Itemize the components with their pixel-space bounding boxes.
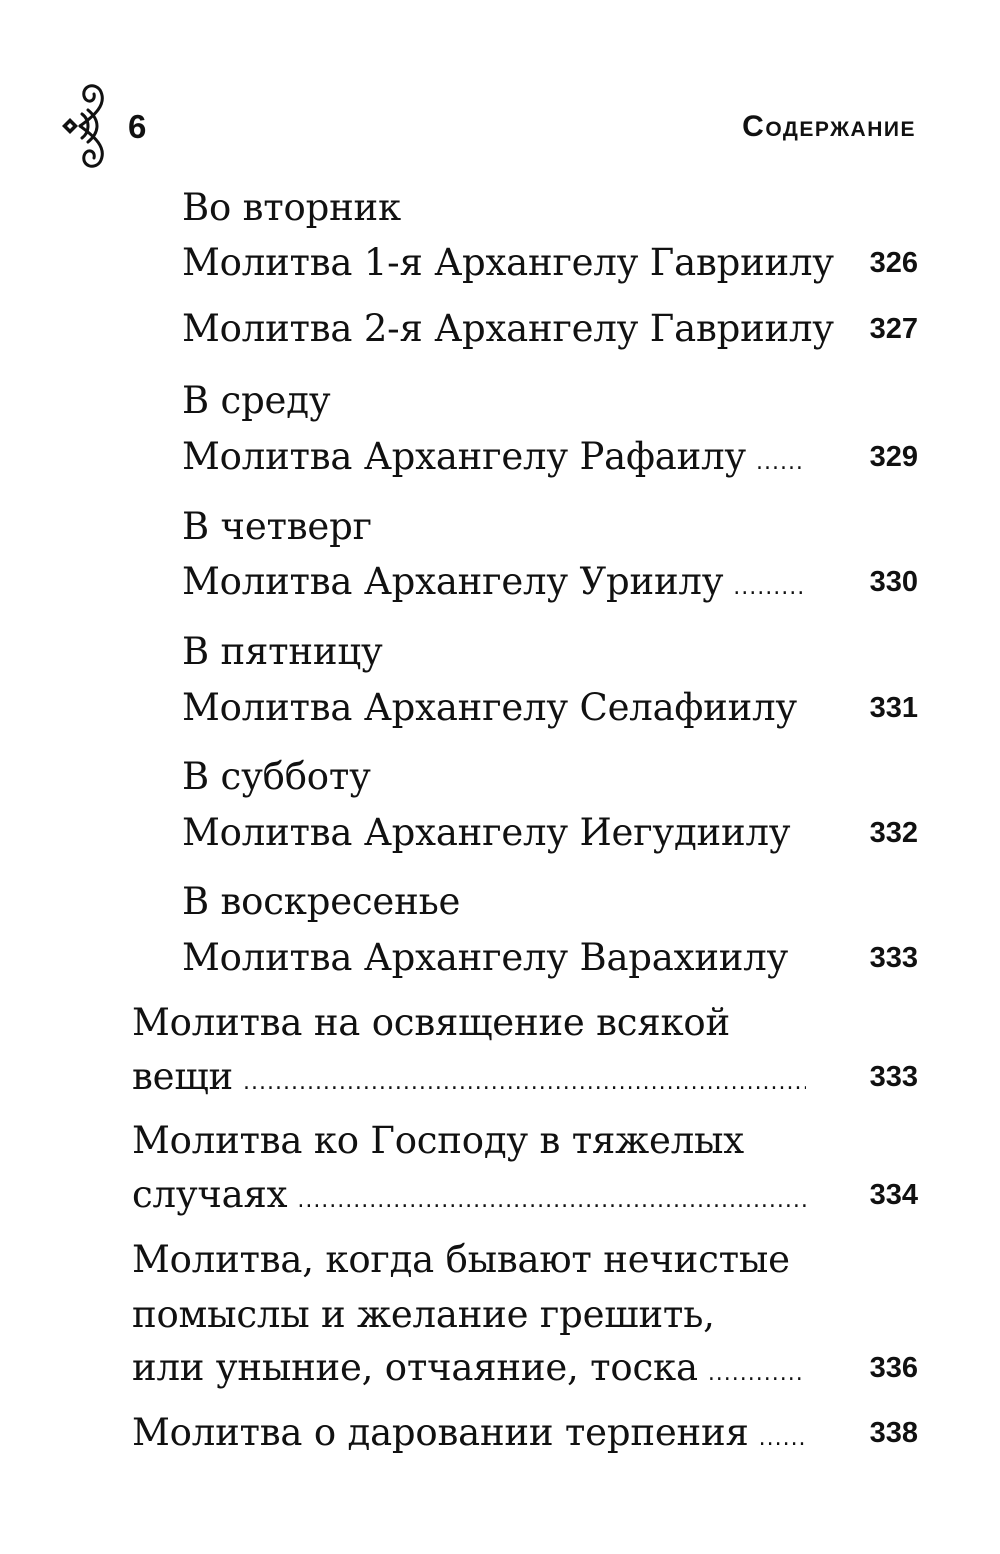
dot-leader bbox=[297, 1176, 806, 1226]
dot-leader bbox=[733, 563, 806, 613]
toc-page-number: 329 bbox=[869, 441, 918, 473]
toc-entry-title: Молитва 1-я Архангелу Гавриилу bbox=[182, 241, 834, 284]
page-number: 6 bbox=[128, 108, 147, 145]
toc-day-heading: В воскресенье bbox=[182, 880, 461, 923]
toc-entry-title: Молитва о даровании терпения bbox=[132, 1411, 749, 1454]
toc-day-heading: В четверг bbox=[182, 505, 372, 548]
toc-day-heading: В пятницу bbox=[182, 630, 383, 673]
toc-entry-title-continued: или уныние, отчаяние, тоска bbox=[132, 1346, 698, 1389]
toc-day-heading: В среду bbox=[182, 379, 331, 422]
toc-page-number: 333 bbox=[869, 1061, 918, 1093]
toc-entry bbox=[182, 432, 806, 482]
dot-leader bbox=[708, 1349, 806, 1399]
running-head: Содержание bbox=[742, 110, 916, 143]
dot-leader bbox=[243, 1058, 806, 1108]
toc-page-number: 336 bbox=[869, 1352, 918, 1384]
toc-day-heading: Во вторник bbox=[182, 186, 401, 229]
toc-page-number: 330 bbox=[869, 566, 918, 598]
dot-leader bbox=[759, 1414, 806, 1464]
toc-entry bbox=[132, 1170, 806, 1220]
toc-entry bbox=[132, 1408, 806, 1458]
toc-page-number: 333 bbox=[869, 942, 918, 974]
toc-entry bbox=[132, 1343, 806, 1393]
toc-entry-title: Молитва Архангелу Рафаилу bbox=[182, 435, 746, 478]
toc-entry bbox=[132, 1052, 806, 1102]
toc-entry bbox=[182, 557, 806, 607]
toc-day-heading: В субботу bbox=[182, 755, 371, 798]
toc-page-number: 332 bbox=[869, 817, 918, 849]
toc-entry-title: Молитва Архангелу Уриилу bbox=[182, 560, 724, 603]
toc-entry-title-continued: вещи bbox=[132, 1055, 233, 1098]
toc-entry-title: Молитва 2-я Архангелу Гавриилу bbox=[182, 307, 834, 350]
toc-entry-title-continued: случаях bbox=[132, 1173, 288, 1216]
toc-entry-title: Молитва, когда бывают нечистые bbox=[132, 1238, 790, 1281]
toc-page-number: 338 bbox=[869, 1417, 918, 1449]
toc-page-number: 331 bbox=[869, 692, 918, 724]
toc-page-number: 334 bbox=[869, 1179, 918, 1211]
toc-entry-title: Молитва Архангелу Иегудиилу bbox=[182, 811, 791, 854]
dot-leader bbox=[756, 438, 806, 488]
toc-entry-title: Молитва на освящение всякой bbox=[132, 1001, 730, 1044]
toc-page-number: 326 bbox=[869, 247, 918, 279]
toc-page-number: 327 bbox=[869, 313, 918, 345]
toc-entry-title: Молитва ко Господу в тяжелых bbox=[132, 1119, 744, 1162]
toc-entry-title: Молитва Архангелу Селафиилу bbox=[182, 686, 797, 729]
toc-entry-title: Молитва Архангелу Варахиилу bbox=[182, 936, 789, 979]
toc-entry-title-continued: помыслы и желание грешить, bbox=[132, 1293, 715, 1336]
